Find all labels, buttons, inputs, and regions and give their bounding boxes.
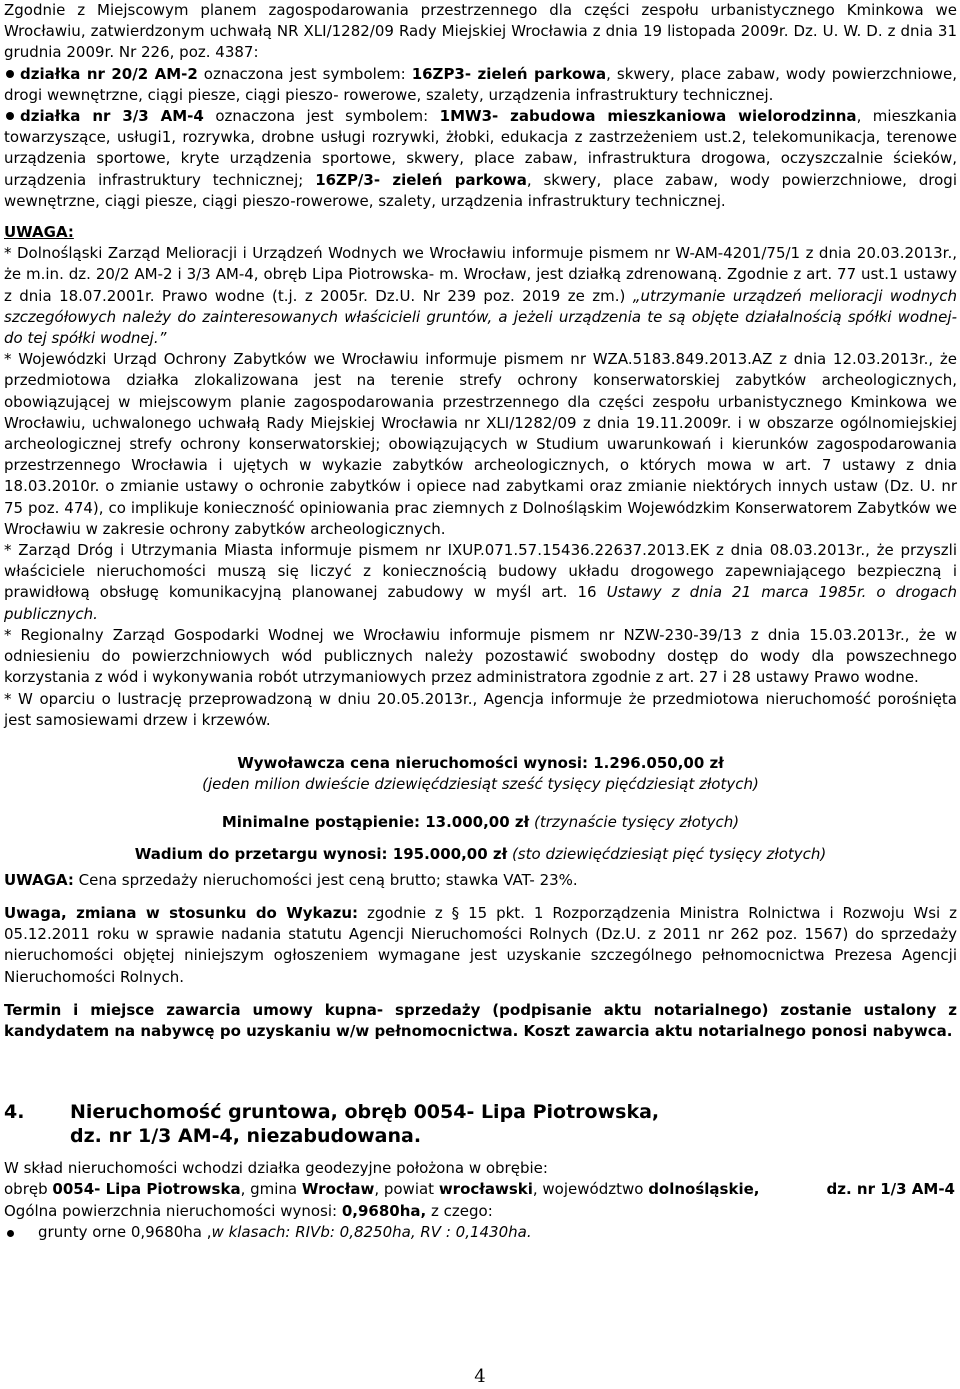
location-plot-a: dz. nr 1/3 AM-4 — [826, 1180, 955, 1199]
location-precinct: 0054- Lipa Piotrowska — [52, 1180, 241, 1199]
change-note — [4, 903, 957, 988]
plot-symbol: 16ZP/3- zieleń parkowa — [315, 170, 527, 189]
location — [4, 1179, 957, 1200]
bullet-icon — [4, 1222, 38, 1243]
area-text: Ogólna powierzchnia nieruchomości wynosi: — [4, 1201, 342, 1220]
section-title-line: dz. nr 1/3 AM-4, niezabudowana. — [70, 1125, 422, 1148]
section-4-heading — [4, 1100, 957, 1148]
area — [4, 1201, 957, 1222]
note-melioracje — [4, 243, 957, 349]
plot-id: działka nr 3/3 AM-4 — [20, 107, 204, 126]
land-text — [38, 1222, 532, 1243]
note-zabytki: * Wojewódzki Urząd Ochrony Zabytków we Wrocławiu informuje pismem nr WZA.5183.849.2013.AZ z dnia 12.03.2013r., że przedmiotowa działka zlokalizowana jest na terenie strefy ochrony konserwatorskiej zabytków archeologicznych, obowiązującej w miejscowym planie zagospodarowania przestrzennego dla części zespołu urbanistycznego Kminkowa we Wrocławiu, uchwalonego uchwałą Rady Miejskiej Wrocławia nr XLI/1282/09 z dnia 19.11.2009r. i w obszarze ogólnomiejskiej archeologicznej strefy ochrony konserwatorskiej; obowiązujących w Studium uwarunkowań i kierunków zagospodarowania przestrzennego Wrocławia i ujętych w wykazie zabytków archeologicznych, o których mowa w art. 7 ustawy z dnia 18.03.2010r. o zmianie ustawy o ochronie zabytków i opiece nad zabytkami oraz zmianie niektórych innych ustaw (Dz. U. nr 75 poz. 474), co implikuje konieczność opiniowania prac ziemnych z Dolnośląskim Wojewódzkim Konserwatorem Zabytków we Wrocławiu w zakresie ochrony zabytków archeologicznych. — [4, 350, 957, 538]
plot-text: , skwery, place zabaw, wody powierzchniowe, drogi wewnętrzne, ciągi piesze, ciągi pieszo-rowerowe, szalety, urządzenia infrastruktury technicznej. — [4, 170, 957, 210]
deposit-value: Wadium do przetargu wynosi: 195.000,00 zł — [134, 844, 508, 863]
land-type: grunty orne 0,9680ha , — [38, 1222, 212, 1241]
plot-3-3-paragraph — [4, 106, 957, 212]
plot-text: oznaczona jest symbolem: — [203, 107, 440, 126]
note-text: * Zarząd Dróg i Utrzymania Miasta informuje pismem nr IXUP.071.57.15436.22637.2013.EK z dnia 08.03.2013r., że przyszli właściciele nieruchomości muszą się liczyć z koniecznością budowy układu drogowego zapewniającego bezpieczną i prawidłową obsługę komunikacyjną planowanej zabudowy w myśl art. 16 — [4, 541, 957, 602]
bullet-icon — [6, 112, 14, 120]
plot-symbol: 1MW3- zabudowa mieszkaniowa wielorodzinna — [439, 107, 857, 126]
change-label: Uwaga, zmiana w stosunku do Wykazu: — [4, 903, 359, 922]
plot-symbol: 16ZP3- zieleń parkowa — [411, 64, 607, 83]
page-number: 4 — [474, 1366, 486, 1387]
area-text: z czego: — [426, 1201, 493, 1220]
minimum-bid-value: Minimalne postąpienie: 13.000,00 zł — [221, 813, 530, 832]
location-text: , powiat — [374, 1180, 439, 1199]
location-text: , województwo — [532, 1180, 649, 1199]
location-text: obręb — [4, 1180, 53, 1199]
starting-price-words: (jeden milion dwieście dziewięćdziesiąt sześć tysięcy pięćdziesiąt złotych) — [202, 775, 759, 794]
location-voivodeship: dolnośląskie, — [648, 1180, 760, 1199]
location-county: wrocławski — [438, 1180, 533, 1199]
vat-label: UWAGA: — [4, 870, 74, 889]
location-text: , gmina — [240, 1180, 302, 1199]
minimum-bid — [4, 812, 957, 833]
plot-20-2-paragraph — [4, 64, 957, 106]
land-classes: w klasach: RIVb: 0,8250ha, RV : 0,1430ha. — [211, 1222, 532, 1241]
section-number: 4. — [4, 1101, 25, 1124]
note-italic: Ustawy z dnia 21 marca 1985r. o drogach publicznych. — [4, 583, 957, 623]
contract-terms: Termin i miejsce zawarcia umowy kupna- sprzedaży (podpisanie aktu notarialnego) zostanie ustalony z kandydatem na nabywcę po uzyskaniu w/w pełnomocnictwa. Koszt zawarcia aktu notarialnego ponosi nabywca. — [4, 1000, 957, 1040]
deposit-words: (sto dziewięćdziesiąt pięć tysięcy złotych) — [507, 844, 827, 863]
note-zdium — [4, 540, 957, 625]
location-commune: Wrocław — [301, 1180, 375, 1199]
change-text: zgodnie z § 15 pkt. 1 Rozporządzenia Ministra Rolnictwa i Rozwoju Wsi z 05.12.2011 roku w sprawie nadania statutu Agencji Nieruchomości Rolnych (Dz.U. z 2011 nr 262 poz. 1567) do sprzedaży nieruchomości objętej niniejszym ogłoszeniem wymagane jest uzyskanie szczególnego pełnomocnictwa Prezesa Agencji Nieruchomości Rolnych. — [4, 903, 957, 986]
plot-text: oznaczona jest symbolem: — [197, 64, 412, 83]
document-page — [4, 0, 957, 1243]
land-list-item — [4, 1222, 957, 1243]
starting-price: Wywoławcza cena nieruchomości wynosi: 1.296.050,00 zł — [237, 753, 724, 772]
note-rzgw: * Regionalny Zarząd Gospodarki Wodnej we Wrocławiu informuje pismem nr NZW-230-39/13 z dnia 15.03.2013r., że w odniesieniu do powierzchniowych wód publicznych należy pozostawić swobodny dostęp do wody dla powszechnego korzystania z wód i wykonywania robót utrzymaniowych przez administratora zgodnie z art. 27 i 28 ustawy Prawo wodne. — [4, 625, 957, 687]
plot-id: działka nr 20/2 AM-2 — [20, 64, 198, 83]
composition: W skład nieruchomości wchodzi działka geodezyjne położona w obrębie: — [4, 1159, 548, 1178]
bullet-icon — [6, 70, 14, 78]
minimum-bid-words: (trzynaście tysięcy złotych) — [529, 813, 740, 832]
vat-note — [4, 870, 957, 891]
plot-text: , mieszkania towarzyszące, usługi1, rozrywka, drobne usługi rozrywki, żłobki, edukacja z zastrzeżeniem ust.2, telekomunikacja, terenowe urządzenia sportowe, kryte urządzenia sportowe, skwery, place zabaw, infrastruktura drogowa, oczyszczalnie ścieków, urządzenia infrastruktury technicznej; — [4, 107, 957, 189]
uwaga-heading — [4, 222, 957, 243]
section-title-line: Nieruchomość gruntowa, obręb 0054- Lipa Piotrowska, — [70, 1101, 660, 1124]
intro-text: Zgodnie z Miejscowym planem zagospodarowania przestrzennego dla części zespołu urbanistycznego Kminkowa we Wrocławiu, zatwierdzonym uchwałą NR XLI/1282/09 Rady Miejskiej Wrocławia z dnia 19 listopada 2009r. Dz. U. W. D. z dnia 31 grudnia 2009r. Nr 226, poz. 4387: — [4, 1, 957, 62]
area-value: 0,9680ha, — [341, 1201, 427, 1220]
section-title — [70, 1100, 659, 1148]
note-text: * Dolnośląski Zarząd Melioracji i Urządzeń Wodnych we Wrocławiu informuje pismem nr W-AM-4201/75/1 z dnia 20.03.2013r., że m.in. dz. 20/2 AM-2 i 3/3 AM-4, obręb Lipa Piotrowska- m. Wrocław, jest działką zdrenowaną. Zgodnie z art. 77 ust.1 ustawy z dnia 18.07.2001r. Prawo wodne (t.j. z 2005r. Dz.U. Nr 239 poz. 2019 ze zm.) — [4, 244, 957, 305]
vat-text: Cena sprzedaży nieruchomości jest ceną brutto; stawka VAT- 23%. — [73, 870, 578, 889]
intro-paragraph — [4, 0, 957, 64]
plot-text: , skwery, place zabaw, wody powierzchniowe, drogi wewnętrzne, ciągi piesze, ciągi pieszo- rowerowe, szalety, urządzenia infrastruktury technicznej. — [4, 64, 957, 104]
deposit — [4, 844, 957, 865]
uwaga-label: UWAGA: — [4, 223, 74, 242]
note-lustracja: * W oparciu o lustrację przeprowadzoną w dniu 20.05.2013r., Agencja informuje że przedmiotowa nieruchomość porośnięta jest samosiewami drzew i krzewów. — [4, 689, 957, 729]
note-quote: „utrzymanie urządzeń melioracji wodnych szczegółowych należy do zainteresowanych właścicieli gruntów, a jeżeli urządzenia te są objęte działalnością spółki wodnej- do tej spółki wodnej.” — [4, 286, 958, 348]
